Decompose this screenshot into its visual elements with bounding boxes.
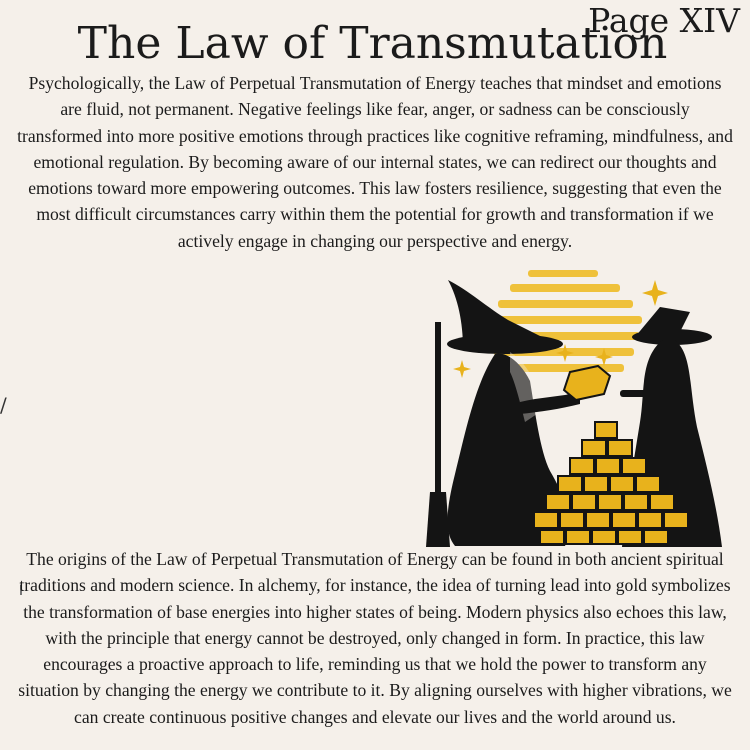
gold-bar-icon <box>564 366 610 400</box>
paragraph-origins: The origins of the Law of Perpetual Transmutation of Energy can be found in both ancient spiritual traditions and modern science. In alchemy, for instance, the idea of turning lead into gold symbolizes the transformation of base energies into higher states of being. Modern physics also echoes this law, with the principle that energy cannot be destroyed, only changed in form. In practice, this law encourages a proactive approach to life, reminding us that we hold the power to transform any situation by changing the energy we contribute to it. By aligning ourselves with higher vibrations, we can create continuous positive changes and elevate our lives and the world around us. <box>18 549 732 727</box>
stray-mark: / <box>0 393 7 417</box>
wizards-gold-illustration-icon <box>410 262 730 547</box>
page-title: The Law of Transmutation <box>77 18 668 69</box>
page-number: Page XIV <box>588 1 740 40</box>
paragraph-psychology: Psychologically, the Law of Perpetual Transmutation of Energy teaches that mindset and emotions are fluid, not permanent. Negative feelings like fear, anger, or sadness can be consciously transformed into more positive emotions through practices like cognitive reframing, mindfulness, and emotional regulation. By becoming aware of our internal states, we can redirect our thoughts and emotions toward more empowering outcomes. This law fosters resilience, suggesting that even the most difficult circumstances carry within them the potential for growth and transformation if we actively engage in changing our perspective and energy. <box>17 73 733 251</box>
